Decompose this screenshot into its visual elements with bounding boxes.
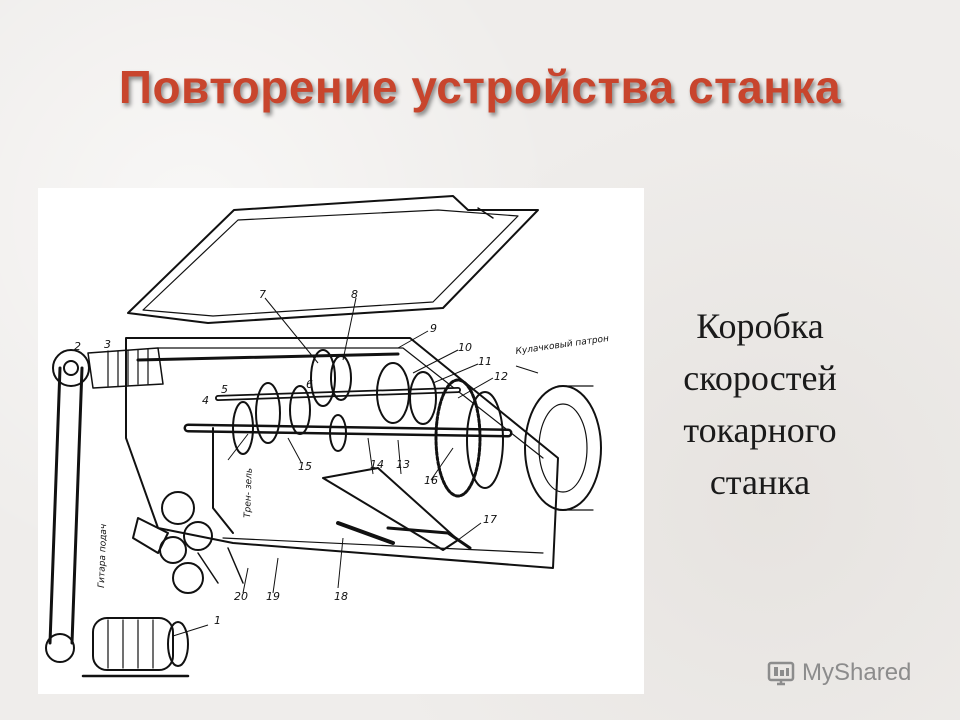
slide-title: Повторение устройства станка — [118, 61, 842, 113]
caption-line-4: станка — [709, 462, 811, 502]
callout-20: 20 — [234, 590, 248, 603]
caption-line-1: Коробка — [696, 306, 824, 346]
drive-belt — [50, 368, 82, 643]
callout-19: 19 — [266, 590, 280, 603]
callout-5: 5 — [221, 383, 228, 396]
diagram-caption — [660, 300, 860, 508]
callout-10: 10 — [458, 341, 472, 354]
lathe-gearbox-diagram — [38, 188, 644, 694]
label-chuck: Кулачковый патрон — [515, 333, 610, 357]
label-feed-gear: Гитара подач — [97, 523, 110, 589]
callout-17: 17 — [483, 513, 497, 526]
callout-3: 3 — [104, 338, 111, 351]
callout-13: 13 — [396, 458, 410, 471]
label-spindle: Трен- зель — [243, 467, 255, 519]
caption-line-3: токарного — [683, 410, 837, 450]
callout-1: 1 — [214, 614, 221, 627]
electric-motor — [83, 618, 188, 676]
callout-16: 16 — [424, 474, 438, 487]
callout-7: 7 — [259, 288, 266, 301]
callout-15: 15 — [298, 460, 312, 473]
callout-11: 11 — [478, 355, 492, 368]
callout-4: 4 — [202, 394, 209, 407]
myshared-watermark — [766, 655, 911, 691]
feed-gear-train — [133, 492, 212, 593]
callout-6: 6 — [306, 378, 313, 391]
gear-set — [233, 350, 503, 496]
caption-line-2: скоростей — [683, 358, 837, 398]
callout-12: 12 — [494, 370, 508, 383]
callout-8: 8 — [351, 288, 358, 301]
callout-9: 9 — [430, 322, 437, 335]
myshared-logo-icon — [766, 658, 796, 688]
callout-18: 18 — [334, 590, 348, 603]
callout-2: 2 — [74, 340, 81, 353]
watermark-text: MyShared — [802, 659, 912, 686]
callout-14: 14 — [370, 458, 384, 471]
